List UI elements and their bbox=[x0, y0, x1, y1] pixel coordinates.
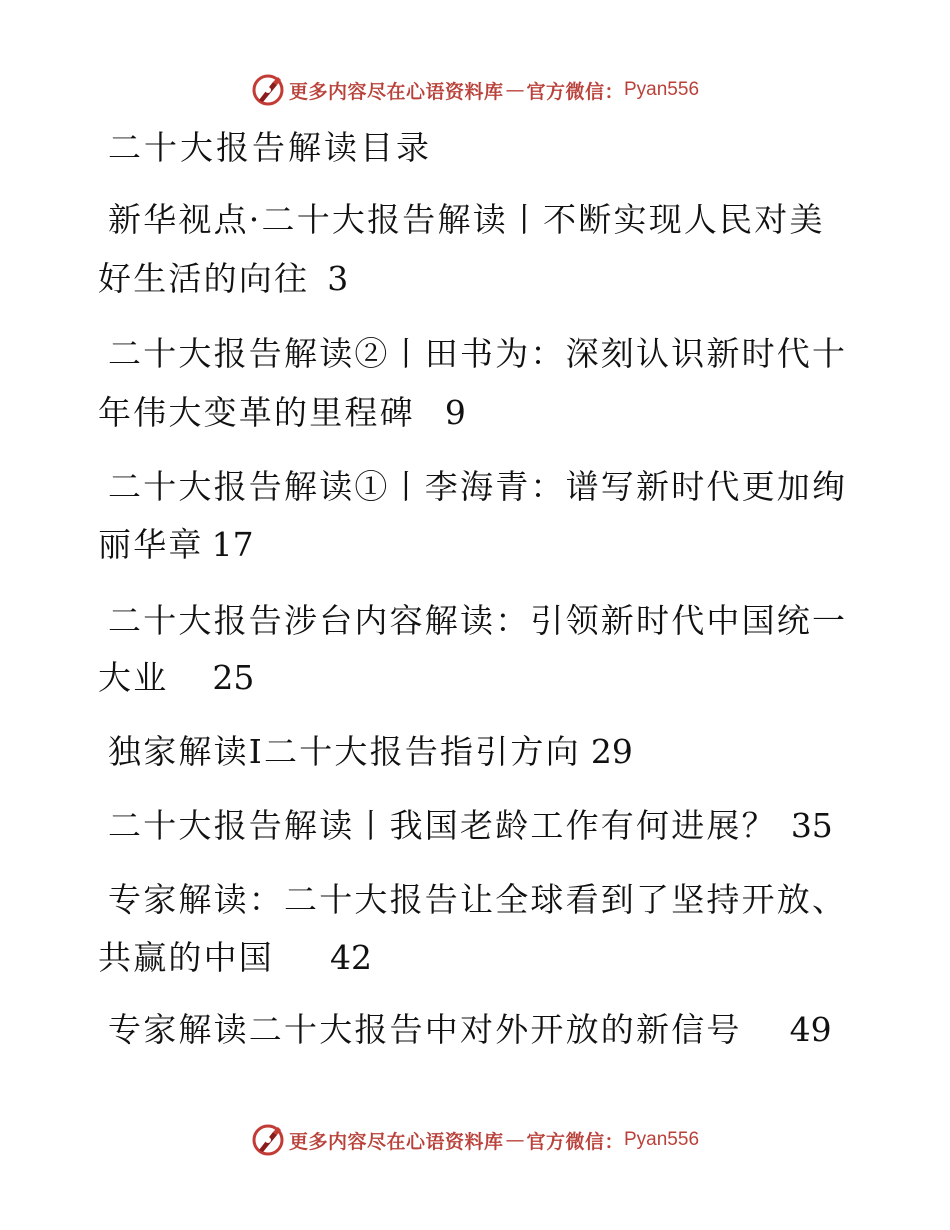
toc-entry-4-line-1[interactable]: 二十大报告涉台内容解读：引领新时代中国统一 bbox=[108, 601, 848, 640]
toc-entry-5-page: 29 bbox=[590, 732, 633, 771]
toc-entry-7-page: 42 bbox=[330, 938, 372, 977]
banner-label: 官方微信： bbox=[526, 80, 624, 103]
toc-entry-8-line-1[interactable] bbox=[108, 1006, 832, 1054]
toc-entry-2-line-1[interactable]: 二十大报告解读②丨田书为：深刻认识新时代十 bbox=[108, 334, 848, 373]
toc-entry-3-line-2[interactable] bbox=[98, 521, 254, 569]
toc-entry-8-text: 专家解读二十大报告中对外开放的新信号 bbox=[108, 1010, 742, 1049]
toc-entry-6-line-1[interactable] bbox=[108, 802, 833, 850]
toc-entry-4-text: 大业 bbox=[98, 658, 169, 697]
quill-pen-logo-icon bbox=[251, 73, 285, 107]
header-banner bbox=[0, 70, 950, 110]
banner-text: 更多内容尽在心语资料库 bbox=[288, 1130, 504, 1153]
toc-entry-8-page: 49 bbox=[789, 1010, 832, 1049]
footer-banner bbox=[0, 1120, 950, 1160]
toc-entry-2-text: 年伟大变革的里程碑 bbox=[98, 393, 415, 432]
toc-entry-7-line-1[interactable]: 专家解读：二十大报告让全球看到了坚持开放、 bbox=[108, 880, 848, 919]
toc-title: 二十大报告解读目录 bbox=[108, 128, 432, 167]
toc-entry-6-page: 35 bbox=[790, 806, 833, 845]
toc-entry-3-text: 丽华章 bbox=[98, 525, 204, 564]
toc-entry-1-page: 3 bbox=[327, 259, 349, 298]
banner-wechat-id: Pyan556 bbox=[624, 1129, 700, 1150]
toc-entry-1-text: 好生活的向往 bbox=[98, 259, 310, 298]
quill-pen-logo-icon bbox=[251, 1123, 285, 1157]
toc-entry-1-line-1[interactable]: 新华视点·二十大报告解读丨不断实现人民对美 bbox=[108, 200, 825, 239]
banner-text: 更多内容尽在心语资料库 bbox=[288, 80, 504, 103]
banner-separator: — bbox=[505, 1129, 525, 1151]
toc-entry-6-text: 二十大报告解读丨我国老龄工作有何进展？ bbox=[108, 806, 777, 845]
toc-entry-4-line-2[interactable] bbox=[98, 654, 254, 702]
toc-entry-3-line-1[interactable]: 二十大报告解读①丨李海青：谱写新时代更加绚 bbox=[108, 467, 848, 506]
toc-entry-5-text: 独家解读Ⅰ二十大报告指引方向 bbox=[108, 732, 581, 771]
toc-entry-2-page: 9 bbox=[444, 393, 466, 432]
banner-separator: — bbox=[505, 79, 525, 101]
toc-entry-4-page: 25 bbox=[212, 658, 255, 697]
toc-entry-2-line-2[interactable] bbox=[98, 389, 466, 437]
toc-entry-7-line-2[interactable] bbox=[98, 934, 372, 982]
toc-entry-7-text: 共赢的中国 bbox=[98, 938, 274, 977]
toc-entry-3-page: 17 bbox=[211, 525, 254, 564]
toc-entry-1-line-2[interactable] bbox=[98, 255, 348, 303]
toc-entry-5-line-1[interactable] bbox=[108, 728, 633, 776]
banner-wechat-id: Pyan556 bbox=[624, 79, 700, 100]
banner-label: 官方微信： bbox=[526, 1130, 624, 1153]
